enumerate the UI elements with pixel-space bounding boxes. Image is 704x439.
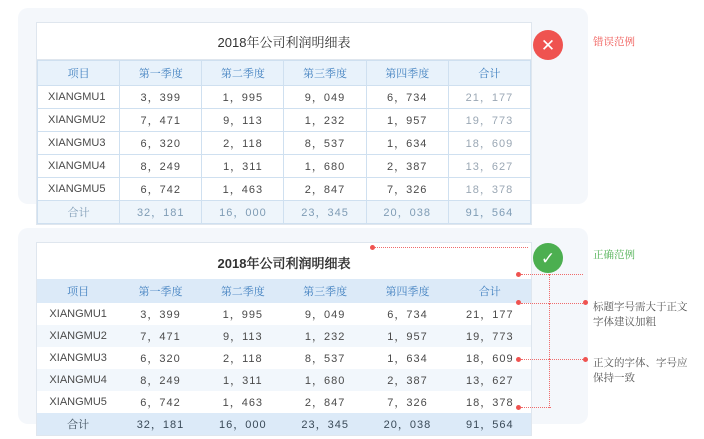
close-icon: ✕ [533, 30, 563, 60]
cell-footer-q4: 20，038 [366, 413, 448, 435]
cell-q1: 6，320 [120, 132, 202, 155]
cell-q4: 1，957 [366, 109, 448, 132]
col-header-q3: 第三季度 [284, 279, 366, 303]
cell-q2: 9，113 [202, 109, 284, 132]
cell-q4: 2，387 [366, 155, 448, 178]
cell-q2: 1，995 [222, 309, 264, 321]
cell-q2: 1，463 [202, 178, 284, 201]
cell-q3: 1，232 [284, 325, 366, 347]
good-example-table-card [36, 242, 532, 436]
cell-q4: 1，634 [387, 353, 428, 365]
leader-dot-footer [516, 405, 521, 410]
cell-footer-q2: 16，000 [202, 413, 284, 435]
cell-footer-label: 合计 [38, 201, 120, 224]
cell-q1: 7，471 [119, 325, 201, 347]
cell-name: XIANGMU2 [37, 325, 119, 347]
cell-q1: 8，249 [120, 155, 202, 178]
cell-name: XIANGMU4 [38, 155, 120, 178]
table-row [37, 369, 531, 391]
cell-total: 18，609 [448, 132, 530, 155]
table-title: 2018年公司利润明细表 [37, 23, 531, 60]
cell-total: 21，177 [466, 309, 514, 321]
col-header-q1: 第一季度 [120, 61, 202, 86]
cell-total: 19，773 [448, 109, 530, 132]
leader-dot-note1-end [583, 300, 588, 305]
profit-table [37, 279, 531, 435]
bad-example-label: 错误范例 [593, 36, 635, 48]
table-row [38, 86, 531, 109]
profit-table [37, 60, 531, 224]
table-row [38, 178, 531, 201]
table-row [37, 325, 531, 347]
cell-q1: 6，742 [120, 178, 202, 201]
col-header-q2: 第二季度 [202, 61, 284, 86]
col-header-q3: 第三季度 [284, 61, 366, 86]
cell-name: XIANGMU5 [49, 396, 107, 408]
table-row [38, 109, 531, 132]
cell-q3: 9，049 [284, 86, 366, 109]
cell-q3: 1，680 [284, 369, 366, 391]
cell-q4: 1，634 [366, 132, 448, 155]
cell-footer-q1: 32，181 [120, 201, 202, 224]
cell-q2: 2，118 [222, 353, 263, 365]
cell-q4: 6，734 [366, 86, 448, 109]
table-row [37, 347, 531, 369]
cell-footer-total: 91，564 [448, 201, 530, 224]
table-title: 2018年公司利润明细表 [217, 256, 351, 271]
cell-q3: 8，537 [304, 353, 346, 365]
leader-dot-note2-end [583, 357, 588, 362]
table-row [38, 155, 531, 178]
cell-q3: 8，537 [284, 132, 366, 155]
bad-example-table-card [36, 22, 532, 225]
annotation-note-title: 标题字号需大于正文 字体建议加粗 [593, 301, 688, 328]
col-header-item: 项目 [38, 61, 120, 86]
cell-total: 13，627 [449, 369, 531, 391]
cell-name: XIANGMU4 [37, 369, 119, 391]
cell-q2: 1，995 [202, 86, 284, 109]
cell-total: 19，773 [449, 325, 531, 347]
leader-vline-note2 [549, 303, 550, 359]
cell-footer-q1: 32，181 [119, 413, 201, 435]
col-header-total: 合计 [449, 279, 531, 303]
leader-dot-title [370, 245, 375, 250]
cell-q1: 6，320 [140, 353, 181, 365]
cell-footer-label: 合计 [37, 413, 119, 435]
bad-example-panel [18, 8, 588, 219]
leader-line-header-total [521, 274, 583, 275]
cell-q4: 7，326 [387, 397, 428, 409]
cell-name: XIANGMU3 [38, 132, 120, 155]
cell-q3: 9，049 [304, 309, 346, 321]
leader-vline-note1 [549, 274, 550, 304]
cell-q4: 7，326 [366, 178, 448, 201]
table-row [37, 391, 531, 413]
col-header-q4: 第四季度 [366, 279, 448, 303]
cell-footer-q3: 23，345 [284, 413, 366, 435]
col-header-item: 项目 [37, 279, 119, 303]
cell-q3: 2，847 [284, 178, 366, 201]
leader-line-note2 [521, 359, 583, 360]
leader-line-note1 [521, 303, 583, 304]
cell-q2: 9，113 [202, 325, 284, 347]
cell-q2: 1，311 [202, 369, 284, 391]
cell-q1: 3，399 [140, 309, 181, 321]
cell-q2: 1，463 [222, 397, 264, 409]
table-header-row [37, 279, 531, 303]
cell-q4: 2，387 [366, 369, 448, 391]
col-header-q2: 第二季度 [202, 279, 284, 303]
cell-q3: 1，232 [284, 109, 366, 132]
cell-q4: 1，957 [366, 325, 448, 347]
leader-dot-note1 [516, 300, 521, 305]
table-row [37, 303, 531, 325]
cell-q4: 6，734 [387, 309, 428, 321]
leader-dot-note2 [516, 357, 521, 362]
cell-name: XIANGMU2 [38, 109, 120, 132]
cell-q2: 2，118 [202, 132, 284, 155]
cell-q1: 8，249 [119, 369, 201, 391]
cell-name: XIANGMU5 [38, 178, 120, 201]
annotation-note-body: 正文的字体、字号应 保持一致 [593, 357, 688, 384]
cell-footer-q3: 23，345 [284, 201, 366, 224]
col-header-total: 合计 [448, 61, 530, 86]
table-row [38, 132, 531, 155]
leader-line-title [373, 247, 528, 248]
leader-vline-footer [549, 359, 550, 408]
col-header-q1: 第一季度 [119, 279, 201, 303]
leader-dot-header-total [516, 272, 521, 277]
cell-footer-total: 91，564 [449, 413, 531, 435]
cell-total: 18，378 [466, 397, 514, 409]
cell-q1: 3，399 [120, 86, 202, 109]
leader-line-footer [521, 407, 551, 408]
cell-q2: 1，311 [202, 155, 284, 178]
good-example-label: 正确范例 [593, 249, 635, 261]
cell-total: 13，627 [448, 155, 530, 178]
check-icon: ✓ [533, 243, 563, 273]
cell-q1: 7，471 [120, 109, 202, 132]
cell-total: 18，378 [448, 178, 530, 201]
cell-footer-q2: 16，000 [202, 201, 284, 224]
cell-name: XIANGMU1 [38, 86, 120, 109]
col-header-q4: 第四季度 [366, 61, 448, 86]
cell-footer-q4: 20，038 [366, 201, 448, 224]
cell-q1: 6，742 [140, 397, 181, 409]
cell-total: 18，609 [466, 353, 514, 365]
table-header-row [38, 61, 531, 86]
cell-q3: 1，680 [284, 155, 366, 178]
cell-total: 21，177 [448, 86, 530, 109]
good-example-panel [18, 228, 588, 431]
table-footer-row [38, 201, 531, 224]
cell-q3: 2，847 [304, 397, 346, 409]
table-footer-row [37, 413, 531, 435]
cell-name: XIANGMU3 [49, 352, 107, 364]
cell-name: XIANGMU1 [49, 308, 107, 320]
